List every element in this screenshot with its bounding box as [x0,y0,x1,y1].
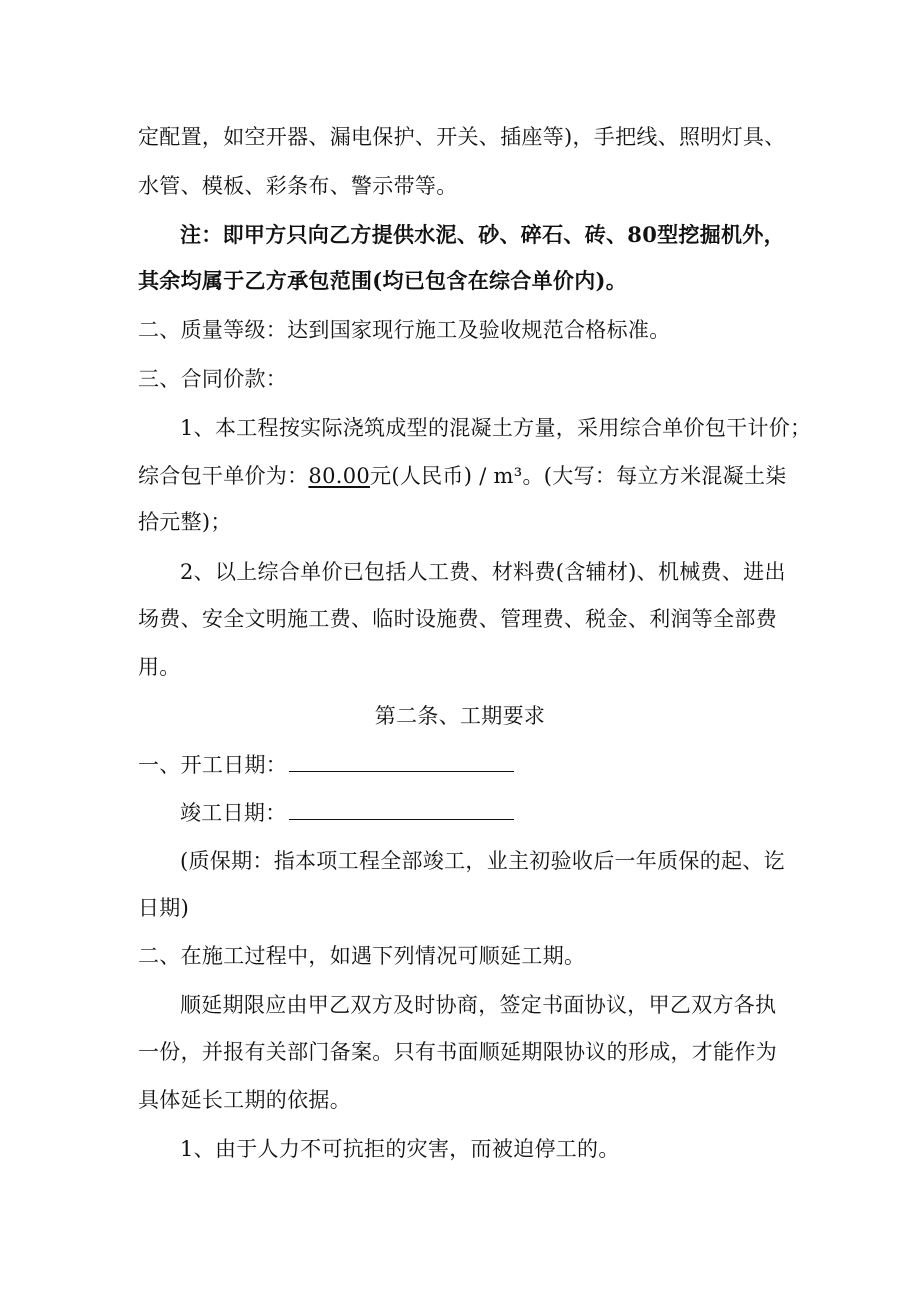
text-line: 拾元整)； [138,510,232,534]
start-date-label: 一、开工日期： [138,753,288,777]
text-line: 2、以上综合单价已包括人工费、材料费(含辅材)、机械费、进出 [180,560,786,584]
text-line: 1、由于人力不可抗拒的灾害，而被迫停工的。 [180,1137,620,1161]
start-date-line [138,750,838,780]
quality-heading: 二、质量等级：达到国家现行施工及验收规范合格标准。 [138,318,671,342]
text-line: 定配置，如空开器、漏电保护、开关、插座等)，手把线、照明灯具、 [138,125,786,149]
text-line: 1、本工程按实际浇筑成型的混凝土方量，采用综合单价包干计价； [180,416,812,440]
text-line: 顺延期限应由甲乙双方及时协商，签定书面协议，甲乙双方各执 [180,993,777,1017]
end-date-field[interactable] [289,799,514,820]
text-line: 一份，并报有关部门备案。只有书面顺延期限协议的形成，才能作为 [138,1040,777,1064]
article-title: 第二条、工期要求 [374,704,546,728]
text-line: (质保期：指本项工程全部竣工，业主初验收后一年质保的起、讫 [180,849,785,873]
text-line: 具体延长工期的依据。 [138,1088,351,1112]
note-line: 其余均属于乙方承包范围(均已包含在综合单价内)。 [138,268,628,293]
text-line: 用。 [138,655,181,679]
text-line: 场费、安全文明施工费、临时设施费、管理费、税金、利润等全部费 [138,607,777,631]
end-date-line [180,798,880,828]
price-amount: 80.00 [308,464,371,488]
extension-heading: 二、在施工过程中，如遇下列情况可顺延工期。 [138,944,586,968]
text-line: 日期) [138,896,190,920]
price-line [138,461,838,491]
price-unit: 元(人民币) / m³。(大写：每立方米混凝土柒 [370,464,787,488]
text-line: 水管、模板、彩条布、警示带等。 [138,174,458,198]
price-label: 综合包干单价为： [138,464,309,488]
note-line: 注：即甲方只向乙方提供水泥、砂、碎石、砖、80型挖掘机外， [180,222,785,247]
end-date-label: 竣工日期： [180,801,287,825]
price-heading: 三、合同价款： [138,367,288,391]
start-date-field[interactable] [289,751,514,772]
